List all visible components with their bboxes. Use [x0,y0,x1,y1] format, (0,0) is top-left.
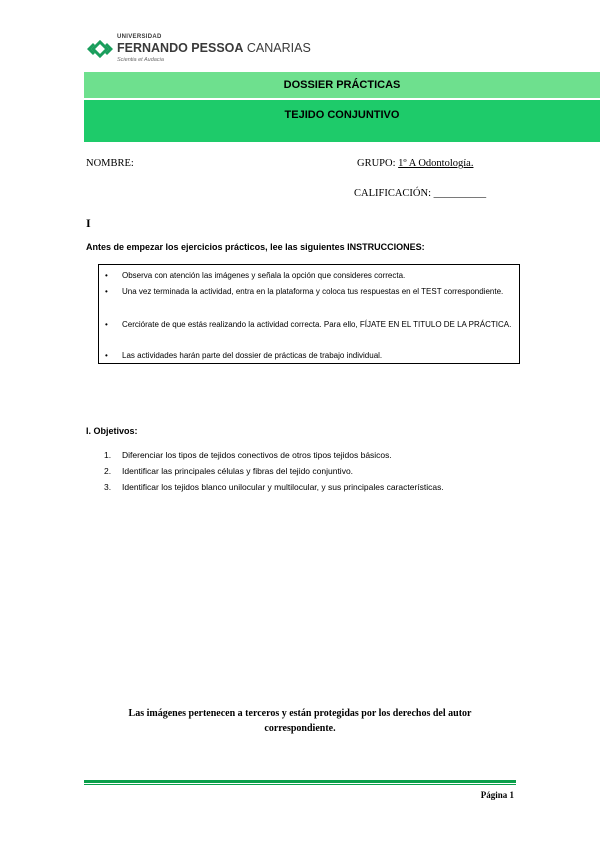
logo-line1: UNIVERSIDAD [117,34,162,40]
page-number: Página 1 [480,790,514,800]
document-subtitle: TEJIDO CONJUNTIVO [284,109,400,121]
instruction-item: • Cerciórate de que estás realizando la actividad correcta. Para ello, FÍJATE EN EL TITULO DE LA PRÁCTICA. [122,318,514,331]
instructions-intro [86,242,425,252]
intro-emphasis: INSTRUCCIONES: [347,242,425,252]
grade-blank: __________ [433,188,487,199]
objectives-heading: I. Objetivos: [86,426,138,436]
group-value: 1º A Odontología. [398,158,474,169]
grade-label: CALIFICACIÓN: [354,188,432,199]
document-title: DOSSIER PRÁCTICAS [283,79,401,91]
intro-text: Antes de empezar los ejercicios prácticos, lee las siguientes [86,242,348,252]
objective-item [104,466,353,476]
objective-text: Identificar las principales células y fibras del tejido conjuntivo. [122,466,354,476]
group-field [357,158,473,169]
group-label: GRUPO: [357,158,396,169]
objective-number: 3. [104,482,112,492]
instruction-item: • Observa con atención las imágenes y señala la opción que consideres correcta. [122,269,514,282]
objective-text: Diferenciar los tipos de tejidos conectivos de otros tipos tejidos básicos. [122,450,392,460]
logo-line2-light: CANARIAS [246,41,311,55]
footer-rule [84,780,516,783]
logo-tagline: Scientia et Audacia [117,57,164,63]
objective-text: Identificar los tejidos blanco unilocular y multilocular, y sus principales características. [122,482,444,492]
logo-line2 [117,41,311,55]
objective-number: 1. [104,450,112,460]
footer-rule-thin [84,784,516,785]
objective-item [104,450,392,460]
objective-number: 2. [104,466,112,476]
objective-item [104,482,444,492]
instruction-item: • Una vez terminada la actividad, entra en la plataforma y coloca tus respuestas en el TEST correspondiente. [122,285,514,298]
logo-line2-bold: FERNANDO PESSOA [117,41,244,55]
name-label: NOMBRE: [86,158,134,169]
copyright-note: Las imágenes pertenecen a terceros y están protegidas por los derechos del autor correspondiente. [128,708,472,734]
grade-field [354,188,486,199]
section-numeral: I [86,216,91,230]
subtitle-band [84,100,600,142]
university-logo [86,33,311,67]
instruction-item: • Las actividades harán parte del dossier de prácticas de trabajo individual. [122,349,514,362]
instructions-box [98,264,520,364]
logo-diamond-icon [86,35,114,63]
